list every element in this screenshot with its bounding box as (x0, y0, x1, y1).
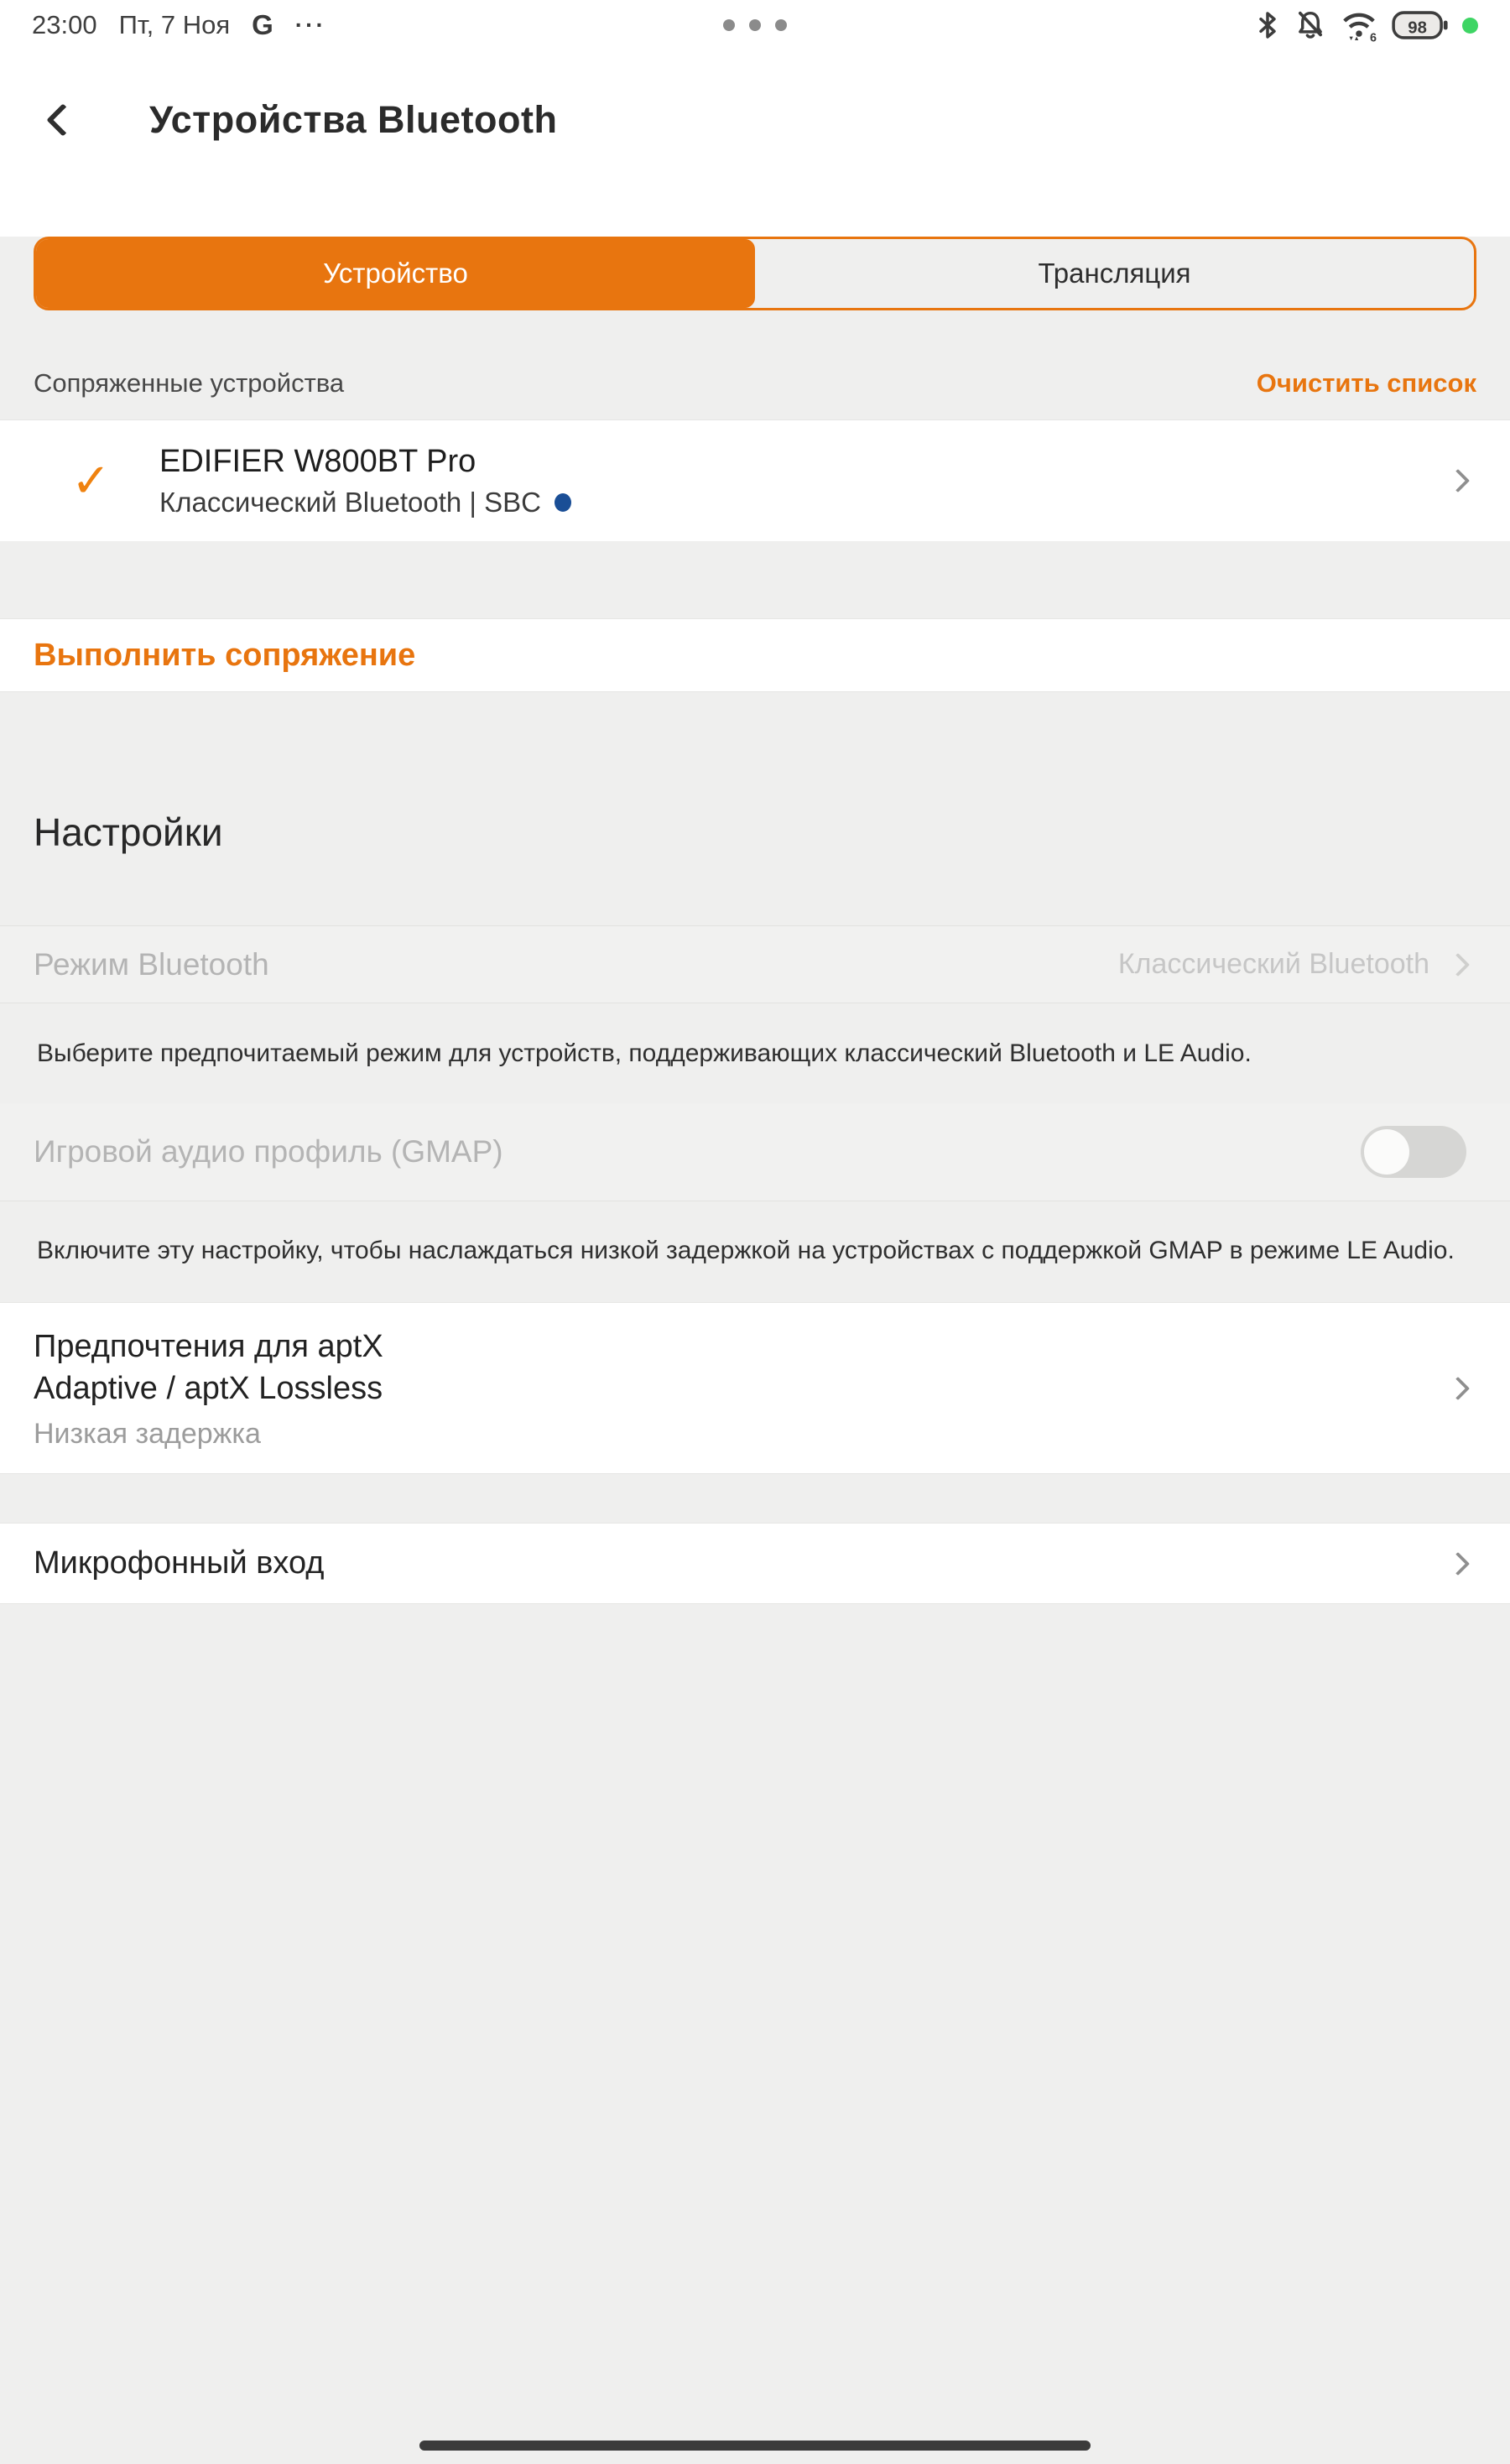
aptx-label: Предпочтения для aptX Adaptive / aptX Lossless (34, 1329, 383, 1406)
svg-text:6: 6 (1369, 31, 1377, 43)
bluetooth-mode-label: Режим Bluetooth (34, 946, 269, 982)
status-bar (0, 0, 1510, 50)
gmap-toggle[interactable] (1361, 1126, 1466, 1178)
page-title: Устройства Bluetooth (149, 97, 558, 141)
mic-input-row[interactable] (0, 1523, 1510, 1604)
paired-devices-header (34, 369, 1476, 398)
bluetooth-mode-row (0, 925, 1510, 1003)
svg-text:98: 98 (1408, 18, 1427, 38)
codec-status-dot (555, 493, 571, 512)
bluetooth-mode-value: Классический Bluetooth (1117, 948, 1429, 980)
device-name: EDIFIER W800BT Pro (159, 443, 476, 479)
battery-icon (1392, 9, 1449, 41)
tab-broadcast[interactable]: Трансляция (1038, 258, 1191, 289)
wifi-icon (1340, 8, 1378, 43)
tab-bar (34, 237, 1476, 310)
recording-indicator-dot (1462, 18, 1478, 34)
settings-title: Настройки (34, 810, 223, 854)
gmap-description: Включите эту настройку, чтобы наслаждаться низкой задержкой на устройствах с поддержкой GMAP в режиме LE Audio. (37, 1237, 1455, 1264)
clear-list-button[interactable]: Очистить список (1256, 368, 1476, 398)
more-notifications-icon: ··· (294, 12, 326, 38)
bluetooth-icon (1254, 8, 1281, 42)
chevron-right-icon (1446, 469, 1470, 492)
chevron-right-icon (1446, 1551, 1470, 1575)
aptx-preferences-row[interactable] (0, 1302, 1510, 1474)
gmap-description-block (0, 1201, 1510, 1300)
camera-cutout-dots (723, 19, 787, 31)
assistant-icon: G (252, 9, 273, 40)
device-texts (159, 444, 1450, 518)
device-subtitle (159, 487, 1450, 518)
bluetooth-mode-value-wrap (1118, 948, 1466, 981)
pair-button[interactable]: Выполнить сопряжение (34, 637, 416, 673)
date: Пт, 7 Ноя (118, 10, 231, 39)
toggle-knob (1364, 1129, 1409, 1175)
notifications-muted-icon (1294, 8, 1326, 42)
chevron-right-icon (1446, 1376, 1470, 1399)
back-button[interactable] (34, 95, 84, 145)
gmap-row (0, 1103, 1510, 1201)
mic-input-label: Микрофонный вход (34, 1545, 325, 1581)
status-right (1254, 8, 1478, 43)
aptx-value: Низкая задержка (34, 1418, 261, 1450)
device-row[interactable] (0, 419, 1510, 541)
device-codec-text: Классический Bluetooth | SBC (159, 486, 541, 518)
aptx-texts (34, 1326, 436, 1451)
content-area (0, 237, 1510, 2464)
app-header (0, 50, 1510, 189)
chevron-right-icon (1446, 952, 1470, 976)
pair-row[interactable] (0, 618, 1510, 692)
bluetooth-mode-description-block (0, 1003, 1510, 1103)
chevron-left-icon (46, 103, 80, 137)
clock: 23:00 (32, 10, 97, 39)
paired-devices-title: Сопряженные устройства (34, 368, 345, 398)
bluetooth-mode-description: Выберите предпочитаемый режим для устройств, поддерживающих классический Bluetooth и LE Audio. (37, 1039, 1252, 1067)
gesture-bar[interactable] (419, 2441, 1091, 2451)
gmap-label: Игровой аудио профиль (GMAP) (34, 1134, 503, 1169)
status-left (32, 9, 326, 41)
tab-device[interactable]: Устройство (36, 239, 755, 308)
connected-check-icon: ✓ (71, 454, 111, 507)
